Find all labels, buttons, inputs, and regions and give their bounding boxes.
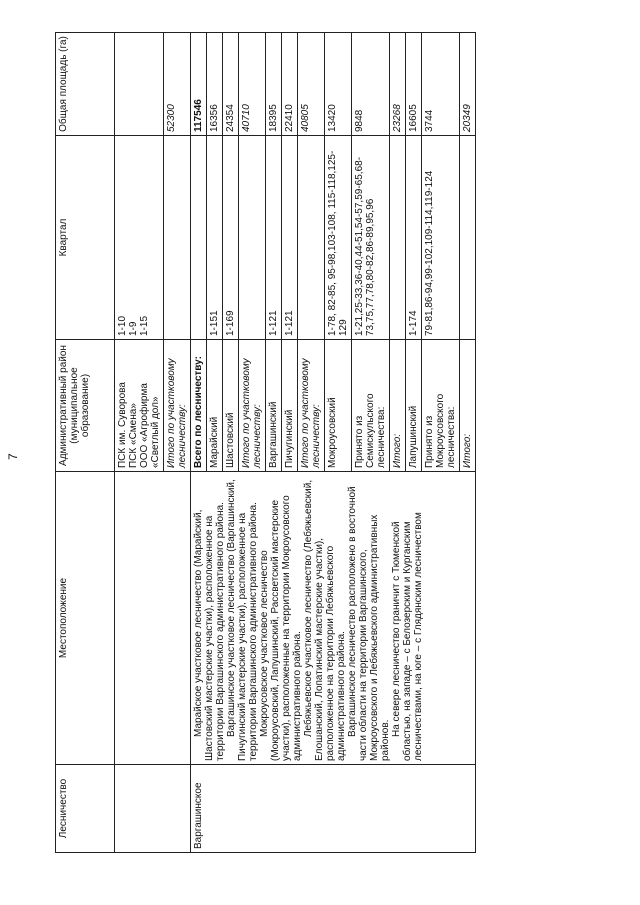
- district-cell: Всего по лесничеству:: [191, 340, 207, 472]
- header-forestry: Лесничество: [56, 765, 115, 853]
- area-cell: 9848: [352, 33, 390, 136]
- location-paragraph: Мокроусовское участковое лесничество (Мокроусовский, Лапушинский, Рассветский мастерские участки), расположенные на территории Мокроусовского административного района.: [259, 495, 303, 761]
- header-district: Административный район (муниципальное образование): [56, 340, 115, 472]
- header-row: [56, 33, 115, 853]
- district-cell: Варгашинский: [266, 340, 282, 472]
- location-paragraph: Лебяжьевское участковое лесничество (Лебяжьевский, Елошанский, Лопатинский мастерские участки), расположенное на территории Лебяжьевского административного района.: [303, 479, 347, 761]
- quarter-cell: [298, 136, 325, 340]
- quarter-line: 1-9: [128, 321, 139, 336]
- forestry-cell-empty: [115, 765, 191, 853]
- area-cell: 40710: [239, 33, 266, 136]
- area-cell: 3744: [422, 33, 460, 136]
- area-cell: 23268: [390, 33, 406, 136]
- district-cell: Шастовский: [223, 340, 239, 472]
- area-cell: 24354: [223, 33, 239, 136]
- area-cell: 40805: [298, 33, 325, 136]
- quarter-cell: 1-121: [282, 136, 298, 340]
- header-quarter: Квартал: [56, 136, 115, 340]
- district-line: ООО «Агрофирма «Светлый дол»: [139, 383, 161, 468]
- area-cell: 16356: [207, 33, 223, 136]
- quarter-line: 1-15: [139, 315, 150, 336]
- header-location: Местоположение: [56, 472, 115, 765]
- area-cell: 20349: [460, 33, 476, 136]
- district-line: ПСК «Смена»: [128, 403, 139, 468]
- location-paragraph: На севере лесничество граничит с Тюменской областью, на западе – с Белозерским и Курганским лесничествами, на юге – с Глядянским лесничеством: [391, 512, 424, 761]
- forestry-table: [55, 32, 476, 853]
- quarter-cell: 79-81,86-94,99-102,109-114,119-124: [422, 136, 460, 340]
- quarter-cell: [239, 136, 266, 340]
- district-cell: Принято из Мокроусовского лесничества:: [422, 340, 460, 472]
- quarter-cell: 1-174: [406, 136, 422, 340]
- area-cell: 18395: [266, 33, 282, 136]
- location-cell-empty: [115, 472, 191, 765]
- quarter-cell: [115, 136, 164, 340]
- district-cell: Пичугинский: [282, 340, 298, 472]
- quarter-cell: [164, 136, 191, 340]
- quarter-cell: [191, 136, 207, 340]
- area-cell: 22410: [282, 33, 298, 136]
- table-row: [115, 33, 164, 853]
- area-cell: 117546: [191, 33, 207, 136]
- area-cell: 13420: [325, 33, 352, 136]
- table-row: [191, 33, 207, 853]
- subtotal-area: 52300: [164, 33, 191, 136]
- quarter-cell: 1-21,25-33,36-40,44-51,54-57,59-65,68-73,75,77,78,80-82,86-89,95,96: [352, 136, 390, 340]
- district-cell: Итого:: [390, 340, 406, 472]
- location-paragraph: Варгашинское лесничество расположено в восточной части области на территории Варгашинского, Мокроусовского и Лебяжьевского административных районов.: [347, 486, 391, 761]
- location-paragraph: Варгашинское участковое лесничество (Варгашинский, Пичугинский мастерские участки), расположенное на территории Варгашинского административного района.: [226, 479, 259, 761]
- district-line: ПСК им. Суворова: [117, 382, 128, 468]
- subtotal-label: Итого по участковому лесничеству:: [164, 340, 191, 472]
- district-cell: Мокроусовский: [325, 340, 352, 472]
- district-cell: Итого:: [460, 340, 476, 472]
- quarter-cell: 1-169: [223, 136, 239, 340]
- header-area: Общая площадь (га): [56, 33, 115, 136]
- page-number: 7: [6, 453, 20, 460]
- district-cell: Итого по участковому лесничеству:: [239, 340, 266, 472]
- area-cell: 16605: [406, 33, 422, 136]
- quarter-line: 1-10: [117, 315, 128, 336]
- location-description: [191, 472, 476, 765]
- district-cell: Марайский: [207, 340, 223, 472]
- quarter-cell: 1-78, 82-85, 95-98,103-108, 115-118,125-129: [325, 136, 352, 340]
- forestry-name: Варгашинское: [191, 765, 476, 853]
- location-paragraph: Марайское участковое лесничество (Марайский, Шастовский мастерские участки), расположенное на территории Варгашинского административного района.: [193, 502, 226, 761]
- district-cell: Лапушинский: [406, 340, 422, 472]
- quarter-cell: [390, 136, 406, 340]
- district-cell: [115, 340, 164, 472]
- quarter-cell: 1-121: [266, 136, 282, 340]
- district-cell: Принято из Семискульского лесничества:: [352, 340, 390, 472]
- area-cell: [115, 33, 164, 136]
- quarter-cell: 1-151: [207, 136, 223, 340]
- quarter-cell: [460, 136, 476, 340]
- district-cell: Итого по участковому лесничеству:: [298, 340, 325, 472]
